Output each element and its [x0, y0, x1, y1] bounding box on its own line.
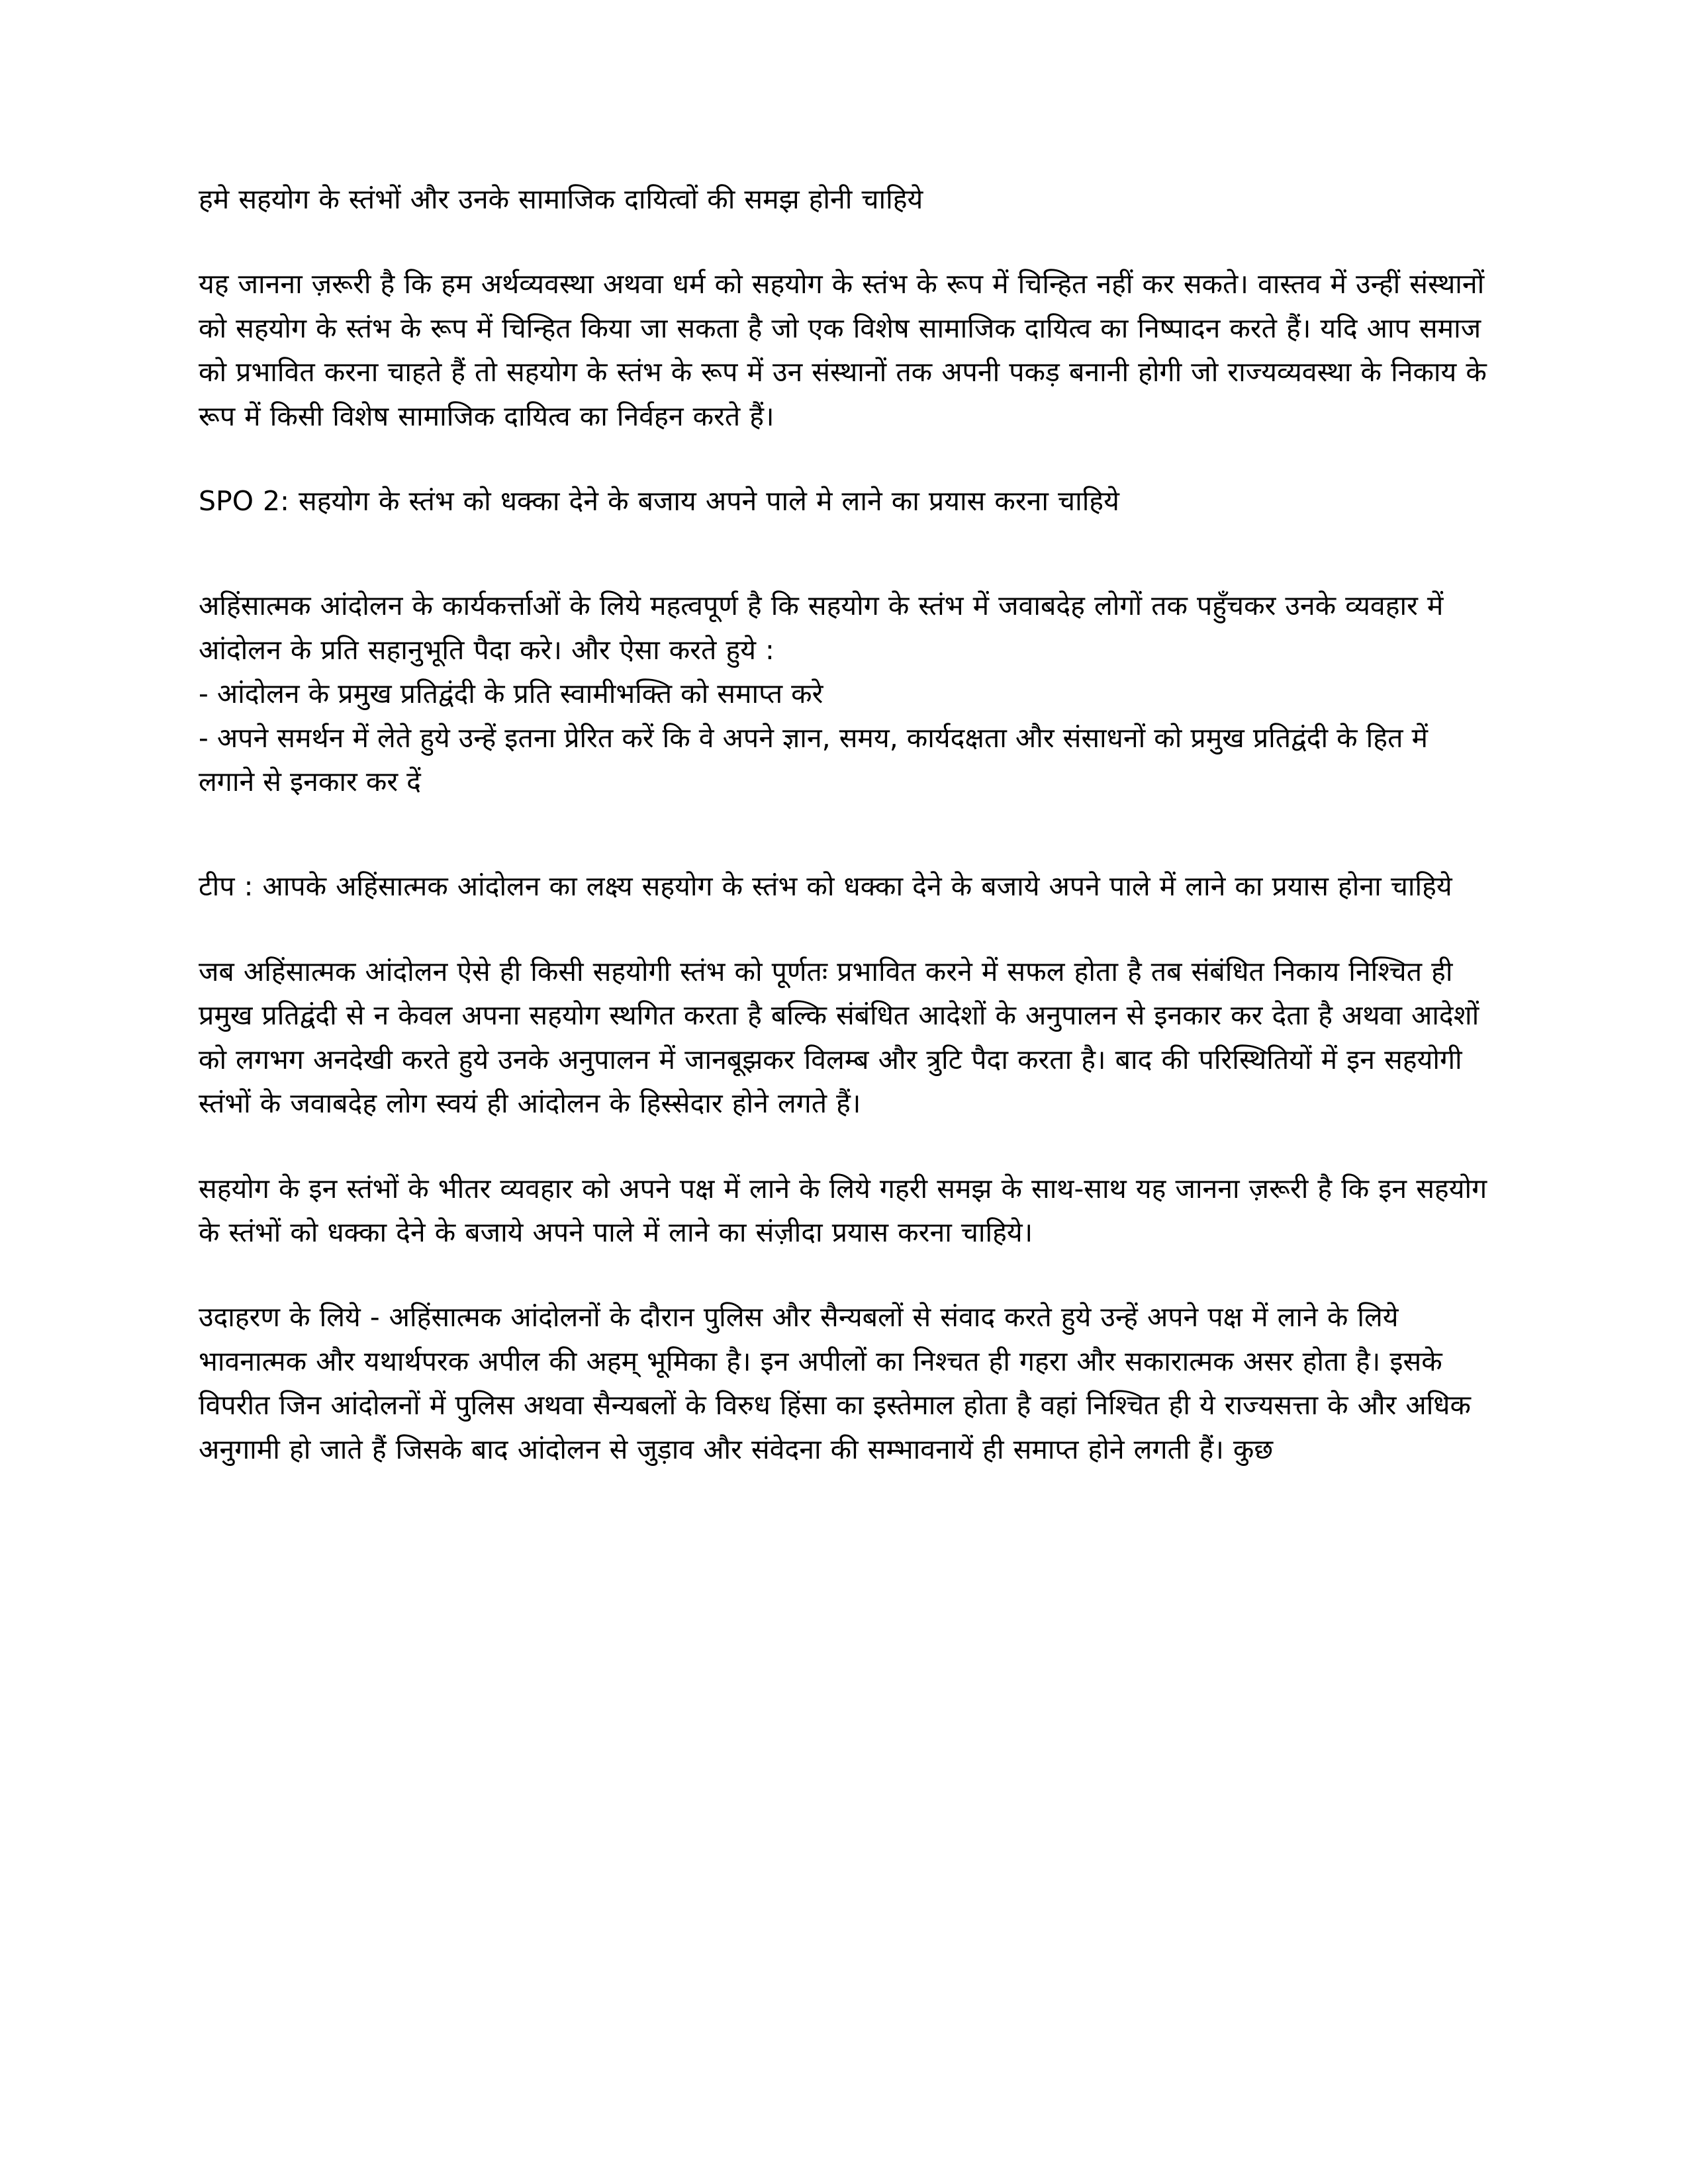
paragraph-spacer [199, 803, 1489, 864]
paragraph-spacer [199, 1126, 1489, 1167]
paragraph-example-police: उदाहरण के लिये - अहिंसात्मक आंदोलनों के दौरान पुलिस और सैन्यबलों से संवाद करते हुये उन्हें अपने पक्ष में लाने के लिये भावनात्मक और यथार्थपरक अपील की अहम् भूमिका है। इन अपीलों का निश्चत ही गहरा और सकारात्मक असर होता है। इसके विपरीत जिन आंदोलनों में पुलिस अथवा सैन्यबलों के विरुध हिंसा का इस्तेमाल होता है वहां निश्चित ही ये राज्यसत्ता के और अधिक अनुगामी हो जाते हैं जिसके बाद आंदोलन से जुड़ाव और संवेदना की सम्भावनायें ही समाप्त होने लगती हैं। कुछ [199, 1301, 1472, 1465]
paragraph-tip: टीप : आपके अहिंसात्मक आंदोलन का लक्ष्य सहयोग के स्तंभ को धक्का देने के बजाये अपने पाले में लाने का प्रयास होना चाहिये [199, 870, 1452, 903]
list-item: - अपने समर्थन में लेते हुये उन्हें इतना प्रेरित करें कि वे अपने ज्ञान, समय, कार्यदक्षता और संसाधनों को प्रमुख प्रतिद्वंदी के हित में लगाने से इनकार कर दें [199, 721, 1428, 798]
paragraph-activists-sympathy: अहिंसात्मक आंदोलन के कार्यकर्त्ताओं के लिये महत्वपूर्ण है कि सहयोग के स्तंभ में जवाबदेह लोगों तक पहुँचकर उनके व्यवहार में आंदोलन के प्रति सहानुभूति पैदा करे। और ऐसा करते हुये : [199, 590, 1444, 666]
paragraph-deep-understanding: सहयोग के इन स्तंभों के भीतर व्यवहार को अपने पक्ष में लाने के लिये गहरी समझ के साथ-साथ यह जानना ज़रूरी है कि इन सहयोग के स्तंभों को धक्का देने के बजाये अपने पाले में लाने का संज़ीदा प्रयास करना चाहिये। [199, 1172, 1487, 1248]
paragraph-when-successful: जब अहिंसात्मक आंदोलन ऐसे ही किसी सहयोगी स्तंभ को पूर्णतः प्रभावित करने में सफल होता है तब संबंधित निकाय निश्चित ही प्रमुख प्रतिद्वंदी से न केवल अपना सहयोग स्थगित करता है बल्कि संबंधित आदेशों के अनुपालन से इनकार कर देता है अथवा आदेशों को लगभग अनदेखी करते हुये उनके अनुपालन में जानबूझकर विलम्ब और त्रुटि पैदा करता है। बाद की परिस्थितियों में इन सहयोगी स्तंभों के जवाबदेह लोग स्वयं ही आंदोलन के हिस्सेदार होने लगते हैं। [199, 955, 1479, 1120]
paragraph-spacer [199, 909, 1489, 950]
paragraph-pillars-understanding: हमे सहयोग के स्तंभों और उनके सामाजिक दायित्वों की समझ होनी चाहिये [199, 183, 923, 215]
heading-spo-2: SPO 2: सहयोग के स्तंभ को धक्का देने के बजाय अपने पाले मे लाने का प्रयास करना चाहिये [199, 485, 1119, 518]
paragraph-spacer [199, 438, 1489, 479]
document-body [199, 177, 1489, 1471]
paragraph-economy-religion: यह जानना ज़रूरी है कि हम अर्थव्यवस्था अथवा धर्म को सहयोग के स्तंभ के रूप में चिन्हित नहीं कर सकते। वास्तव में उन्हीं संस्थानों को सहयोग के स्तंभ के रूप में चिन्हित किया जा सकता है जो एक विशेष सामाजिक दायित्व का निष्पादन करते हैं। यदि आप समाज को प्रभावित करना चाहते हैं तो सहयोग के स्तंभ के रूप में उन संस्थानों तक अपनी पकड़ बनानी होगी जो राज्यव्यवस्था के निकाय के रूप में किसी विशेष सामाजिक दायित्व का निर्वहन करते हैं। [199, 268, 1487, 432]
paragraph-spacer [199, 523, 1489, 584]
paragraph-spacer [199, 221, 1489, 262]
paragraph-spacer [199, 1254, 1489, 1295]
list-item: - आंदोलन के प्रमुख प्रतिद्वंदी के प्रति स्वामीभक्ति को समाप्त करे [199, 678, 823, 710]
